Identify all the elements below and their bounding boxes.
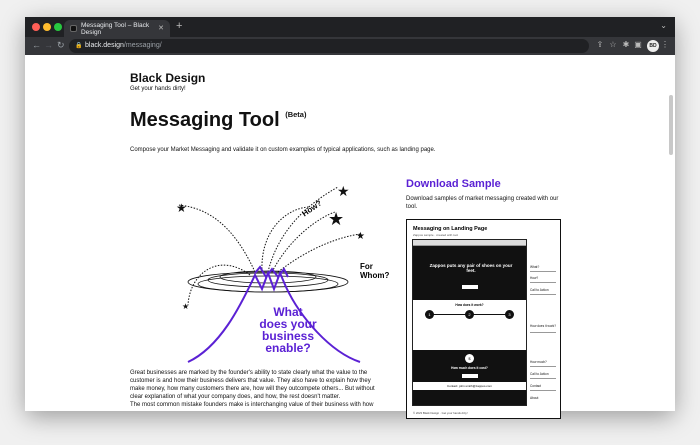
- sample-label: How does it work?: [530, 324, 557, 328]
- browser-tab[interactable]: [64, 20, 170, 37]
- for-whom-label-2: Whom?: [360, 271, 390, 280]
- page-title: Messaging Tool $^{(Beta)}$: [130, 109, 307, 131]
- star-icon: ★: [356, 231, 365, 242]
- sample-landing-page: [412, 239, 527, 406]
- how-label: How?: [300, 198, 324, 219]
- bookmark-star-icon[interactable]: ☆: [609, 40, 617, 49]
- favicon-icon: [70, 25, 77, 32]
- url-path: /messaging/: [123, 42, 162, 49]
- star-icon: ★: [182, 302, 190, 311]
- toolbar: [25, 37, 675, 55]
- extensions-icon[interactable]: ✱: [622, 40, 630, 49]
- url-domain: black.design: [85, 42, 124, 49]
- sidebar-icon[interactable]: ▣: [634, 40, 642, 49]
- tab-search-icon[interactable]: ⌄: [660, 21, 667, 30]
- close-tab-icon[interactable]: ✕: [158, 25, 164, 32]
- tab-bar: [25, 17, 675, 37]
- sample-title: Messaging on Landing Page: [413, 226, 488, 232]
- tagline: Get your hands dirty!: [130, 86, 186, 92]
- share-icon[interactable]: ⇪: [596, 40, 604, 49]
- sample-subtitle: Zappos sample · created with tool: [413, 233, 459, 237]
- profile-avatar[interactable]: BD: [647, 40, 659, 52]
- minimize-window-icon[interactable]: [43, 23, 51, 31]
- sample-label: How much?: [530, 360, 547, 364]
- sample-label: Call to Action: [530, 288, 549, 292]
- body-paragraph: Great businesses are marked by the founder's ability to state clearly what the value to the customer is and how their business delivers that value. They also have to explain how they make money, how many customers there are, how will they outcompete others... But without clear explanation of what your company does, and how, the rest doesn't matter. The most common mistake founders make is interchanging value of their business with how: [130, 370, 375, 408]
- address-bar[interactable]: [69, 39, 589, 53]
- download-sample-link[interactable]: Download Sample: [406, 178, 501, 190]
- sample-label: About: [530, 396, 539, 400]
- sample-cost-heading: How much does it cost?: [451, 366, 488, 370]
- lead-text: Compose your Market Messaging and validate it on custom examples of typical applications, such as landing page.: [130, 147, 436, 153]
- new-tab-icon[interactable]: +: [176, 20, 183, 32]
- forward-icon[interactable]: →: [44, 40, 53, 50]
- step-2-circle: 2: [465, 310, 474, 319]
- reload-icon[interactable]: ↻: [57, 40, 65, 50]
- sample-contact: Contact: john.smith@zappos.com: [413, 382, 526, 390]
- volcano-illustration: [160, 177, 390, 367]
- menu-icon[interactable]: ⋮: [661, 40, 669, 49]
- cost-circle: $: [465, 354, 474, 363]
- brand-name[interactable]: Black Design: [130, 71, 206, 85]
- step-1-circle: 1: [425, 310, 434, 319]
- headline-line-4: enable?: [265, 341, 311, 355]
- sample-preview[interactable]: [406, 219, 561, 419]
- for-whom-label-1: For: [360, 262, 373, 271]
- browser-window: [25, 17, 675, 415]
- tab-title: Messaging Tool – Black Design: [80, 21, 150, 36]
- beta-badge: (Beta): [285, 110, 307, 119]
- sample-how-heading: How does it work?: [455, 303, 484, 307]
- star-icon: ★: [337, 183, 350, 199]
- star-icon: ★: [176, 201, 187, 215]
- sample-footer: © 2023 Black Design · Get your hands dirty!: [413, 411, 468, 415]
- lock-icon[interactable]: 🔒: [75, 43, 83, 49]
- sample-cost-button: [462, 374, 478, 378]
- sample-label: Contact: [530, 384, 541, 388]
- step-3-circle: 3: [505, 310, 514, 319]
- close-window-icon[interactable]: [32, 23, 40, 31]
- page-content: [25, 55, 675, 415]
- sample-how-section: [413, 300, 526, 350]
- sample-label: How?: [530, 276, 539, 280]
- star-icon: ★: [328, 209, 345, 229]
- sample-hero-text: Zappos puts any pair of shoes on your feet.: [429, 263, 513, 273]
- sample-cta-button: [462, 285, 478, 289]
- maximize-window-icon[interactable]: [54, 23, 62, 31]
- sample-label: Call to Action: [530, 372, 549, 376]
- headline-line-3: business: [261, 329, 315, 343]
- sample-label: What?: [530, 265, 540, 269]
- scrollbar-thumb[interactable]: [669, 95, 673, 155]
- headline-line-1: What: [273, 305, 303, 319]
- back-icon[interactable]: ←: [32, 40, 41, 50]
- headline-line-2: does your: [259, 317, 317, 331]
- download-description: Download samples of market messaging created with our tool.: [406, 196, 559, 210]
